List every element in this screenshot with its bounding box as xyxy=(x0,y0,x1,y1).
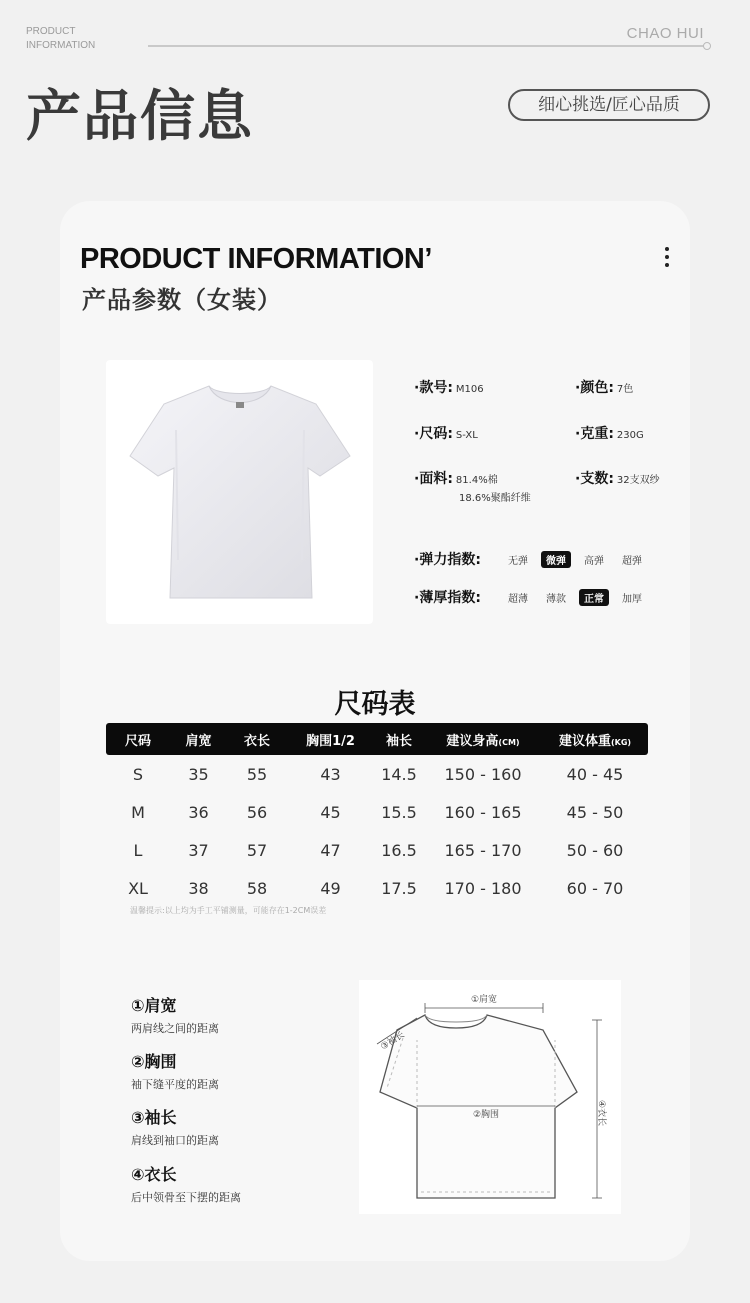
size-chart-title: 尺码表 xyxy=(334,689,416,720)
corner-label-line2: INFORMATION xyxy=(26,40,96,51)
elasticity-option-selected: 微弹 xyxy=(541,551,571,568)
spec-color xyxy=(575,377,633,397)
spec-style-label: ·款号: xyxy=(414,380,453,396)
cell-weight: 60 - 70 xyxy=(566,878,624,898)
size-table xyxy=(106,723,648,907)
header-shoulder: 肩宽 xyxy=(185,733,212,749)
table-row xyxy=(106,869,648,907)
cell-height: 160 - 165 xyxy=(444,802,522,822)
spec-style-value: M106 xyxy=(455,384,484,395)
thickness-option: 加厚 xyxy=(622,593,642,605)
header-height-unit: (CM) xyxy=(498,737,520,747)
cell-chest: 49 xyxy=(320,878,341,898)
corner-label-line1: PRODUCT xyxy=(26,26,76,37)
diagram-length-label: ④衣长 xyxy=(596,1100,606,1127)
tshirt-photo-icon xyxy=(106,360,373,624)
cell-height: 150 - 160 xyxy=(444,764,522,784)
product-photo xyxy=(106,360,373,624)
spec-weight-value: 230G xyxy=(616,430,644,441)
cell-weight: 45 - 50 xyxy=(566,802,624,822)
spec-yarn-label: ·支数: xyxy=(575,471,614,487)
cell-shoulder: 36 xyxy=(188,802,209,822)
header-weight xyxy=(542,730,648,749)
spec-style xyxy=(414,377,484,397)
spec-size-value: S-XL xyxy=(455,430,478,441)
measurement-def-chest xyxy=(131,1049,219,1092)
table-row xyxy=(106,793,648,831)
header-weight-label: 建议体重 xyxy=(558,733,611,749)
measurement-diagram xyxy=(359,980,621,1214)
thickness-option-selected: 正常 xyxy=(579,589,609,606)
cell-size: L xyxy=(133,840,143,860)
corner-label xyxy=(26,25,95,53)
header-divider xyxy=(148,45,708,47)
cell-shoulder: 38 xyxy=(188,878,209,898)
diagram-sleeve-label: ③袖长 xyxy=(379,1029,407,1053)
thickness-label: ·薄厚指数: xyxy=(414,590,481,606)
spec-fabric-value-2: 18.6%聚酯纤维 xyxy=(459,493,531,504)
tshirt-outline-icon xyxy=(359,980,621,1214)
header-weight-unit: (KG) xyxy=(610,737,632,747)
elasticity-option: 无弹 xyxy=(508,555,528,567)
cell-shoulder: 35 xyxy=(188,764,209,784)
size-table-header xyxy=(106,723,648,755)
measurement-desc: 肩线到袖口的距离 xyxy=(131,1134,219,1147)
cell-weight: 50 - 60 xyxy=(566,840,624,860)
elasticity-scale xyxy=(414,549,651,569)
cell-length: 58 xyxy=(246,878,268,898)
cell-sleeve: 16.5 xyxy=(381,840,417,860)
table-row xyxy=(106,755,648,793)
cell-size: S xyxy=(132,764,144,784)
diagram-shoulder-label: ①肩宽 xyxy=(470,995,498,1005)
measurement-title: ②胸围 xyxy=(131,1052,177,1071)
spec-weight-label: ·克重: xyxy=(575,426,614,442)
cell-length: 55 xyxy=(246,764,268,784)
spec-fabric-value-1: 81.4%棉 xyxy=(455,475,498,486)
elasticity-option: 超弹 xyxy=(622,555,642,567)
spec-color-value: 7色 xyxy=(616,384,634,395)
thickness-option: 薄款 xyxy=(546,593,566,605)
cell-sleeve: 15.5 xyxy=(381,802,417,822)
thickness-scale xyxy=(414,587,651,607)
spec-weight xyxy=(575,423,644,443)
measurement-note: 温馨提示:以上均为手工平铺测量，可能存在1-2CM误差 xyxy=(130,906,327,915)
card-title-en: PRODUCT INFORMATION’ xyxy=(80,243,432,275)
spec-fabric xyxy=(414,468,498,488)
cell-height: 170 - 180 xyxy=(444,878,522,898)
card-subtitle-cn: 产品参数（女装） xyxy=(82,286,282,314)
cell-sleeve: 17.5 xyxy=(381,878,417,898)
cell-size: XL xyxy=(128,878,148,898)
cell-weight: 40 - 45 xyxy=(566,764,624,784)
cell-size: M xyxy=(131,802,145,822)
measurement-title: ④衣长 xyxy=(131,1165,177,1184)
header-sleeve: 袖长 xyxy=(385,733,412,749)
measurement-def-sleeve xyxy=(131,1105,219,1148)
measurement-def-length xyxy=(131,1162,241,1205)
table-row xyxy=(106,831,648,869)
spec-fabric-label: ·面料: xyxy=(414,471,453,487)
thickness-option: 超薄 xyxy=(508,593,528,605)
divider-end-dot xyxy=(703,42,711,50)
cell-sleeve: 14.5 xyxy=(381,764,417,784)
cell-length: 56 xyxy=(246,802,268,822)
measurement-def-shoulder xyxy=(131,993,219,1036)
cell-shoulder: 37 xyxy=(188,840,209,860)
spec-size xyxy=(414,423,478,443)
header-size: 尺码 xyxy=(124,733,151,749)
measurement-desc: 袖下缝平度的距离 xyxy=(131,1078,219,1091)
spec-color-label: ·颜色: xyxy=(575,380,614,396)
header-height-label: 建议身高 xyxy=(446,733,499,749)
header-chest: 胸围1/2 xyxy=(306,733,355,749)
brand-name: CHAO HUI xyxy=(626,25,704,42)
cell-chest: 43 xyxy=(320,764,341,784)
elasticity-label: ·弹力指数: xyxy=(414,552,481,568)
header-length: 衣长 xyxy=(243,733,270,749)
spec-size-label: ·尺码: xyxy=(414,426,453,442)
header-height xyxy=(424,730,542,749)
measurement-title: ③袖长 xyxy=(131,1108,177,1127)
slogan-badge: 细心挑选/匠心品质 xyxy=(508,89,710,121)
elasticity-option: 高弹 xyxy=(584,555,604,567)
spec-yarn-value: 32支双纱 xyxy=(616,475,660,486)
cell-length: 57 xyxy=(246,840,268,860)
measurement-desc: 两肩线之间的距离 xyxy=(131,1022,219,1035)
cell-chest: 45 xyxy=(320,802,341,822)
cell-height: 165 - 170 xyxy=(444,840,522,860)
spec-yarn xyxy=(575,468,660,488)
cell-chest: 47 xyxy=(320,840,341,860)
measurement-desc: 后中领骨至下摆的距离 xyxy=(131,1191,241,1204)
measurement-title: ①肩宽 xyxy=(131,996,177,1015)
page-title: 产品信息 xyxy=(26,84,255,148)
diagram-chest-label: ②胸围 xyxy=(472,1110,500,1120)
more-dots-icon xyxy=(665,247,671,271)
